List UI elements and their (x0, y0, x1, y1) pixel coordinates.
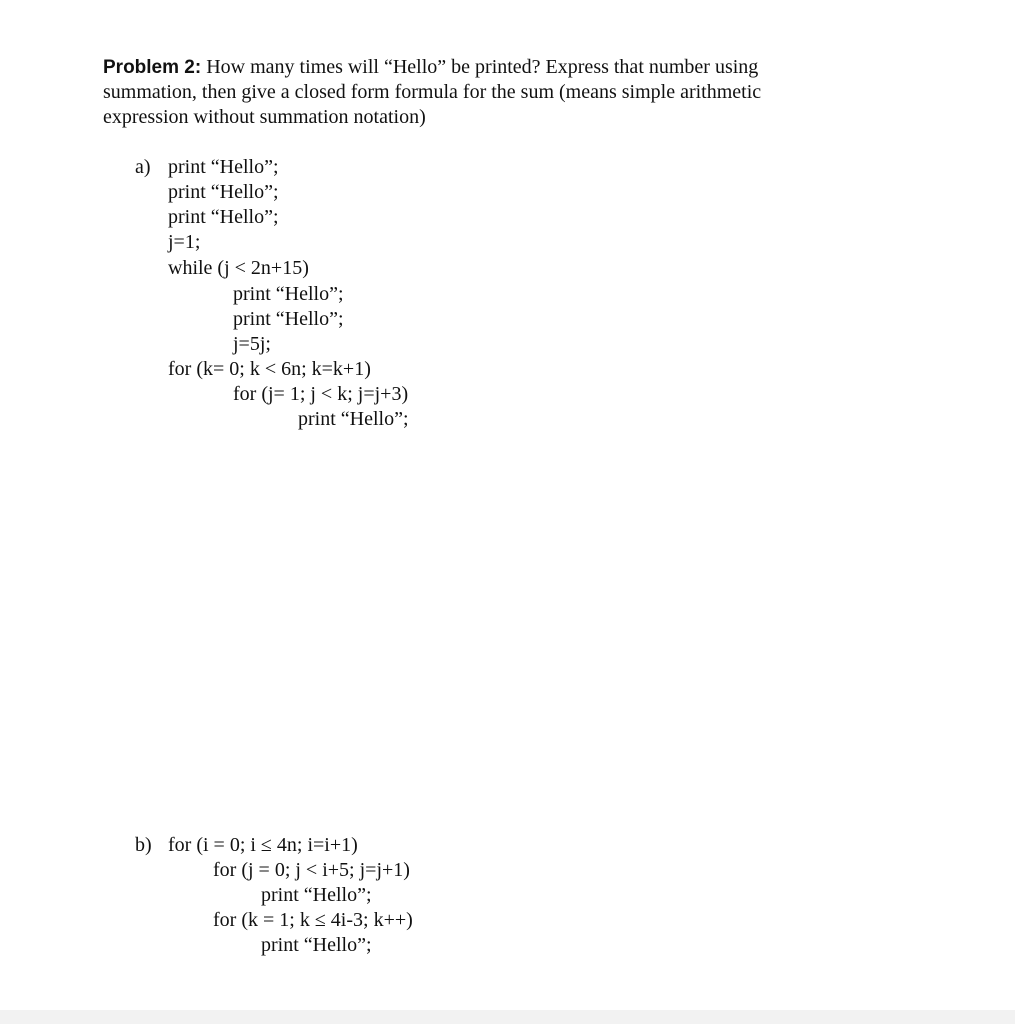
problem-text-line-3: expression without summation notation) (103, 106, 426, 128)
code-line: while (j < 2n+15) (168, 257, 309, 279)
code-line: for (k = 1; k ≤ 4i-3; k++) (213, 909, 413, 931)
part-a-label: a) (135, 156, 151, 178)
code-line: print “Hello”; (168, 181, 279, 203)
code-line: print “Hello”; (168, 206, 279, 228)
code-line: for (j = 0; j < i+5; j=j+1) (213, 859, 410, 881)
problem-text-line-1: How many times will “Hello” be printed? Express that number using (206, 56, 759, 78)
code-line: print “Hello”; (298, 408, 409, 430)
code-line: for (k= 0; k < 6n; k=k+1) (168, 358, 371, 380)
code-line: print “Hello”; (261, 884, 372, 906)
code-line: for (j= 1; j < k; j=j+3) (233, 383, 409, 405)
code-line: j=5j; (233, 333, 271, 355)
code-line: print “Hello”; (233, 308, 344, 330)
code-line: j=1; (168, 231, 201, 253)
problem-text-line-2: summation, then give a closed form formula for the sum (means simple arithmetic (103, 81, 762, 103)
code-line: for (i = 0; i ≤ 4n; i=i+1) (168, 834, 358, 856)
code-line: print “Hello”; (233, 283, 344, 305)
code-line: print “Hello”; (168, 156, 279, 178)
part-b-label: b) (135, 834, 152, 856)
problem-statement (103, 55, 843, 130)
page-bottom-edge (0, 1010, 1015, 1024)
problem-label: Problem 2: (103, 57, 202, 78)
code-line: print “Hello”; (261, 934, 372, 956)
